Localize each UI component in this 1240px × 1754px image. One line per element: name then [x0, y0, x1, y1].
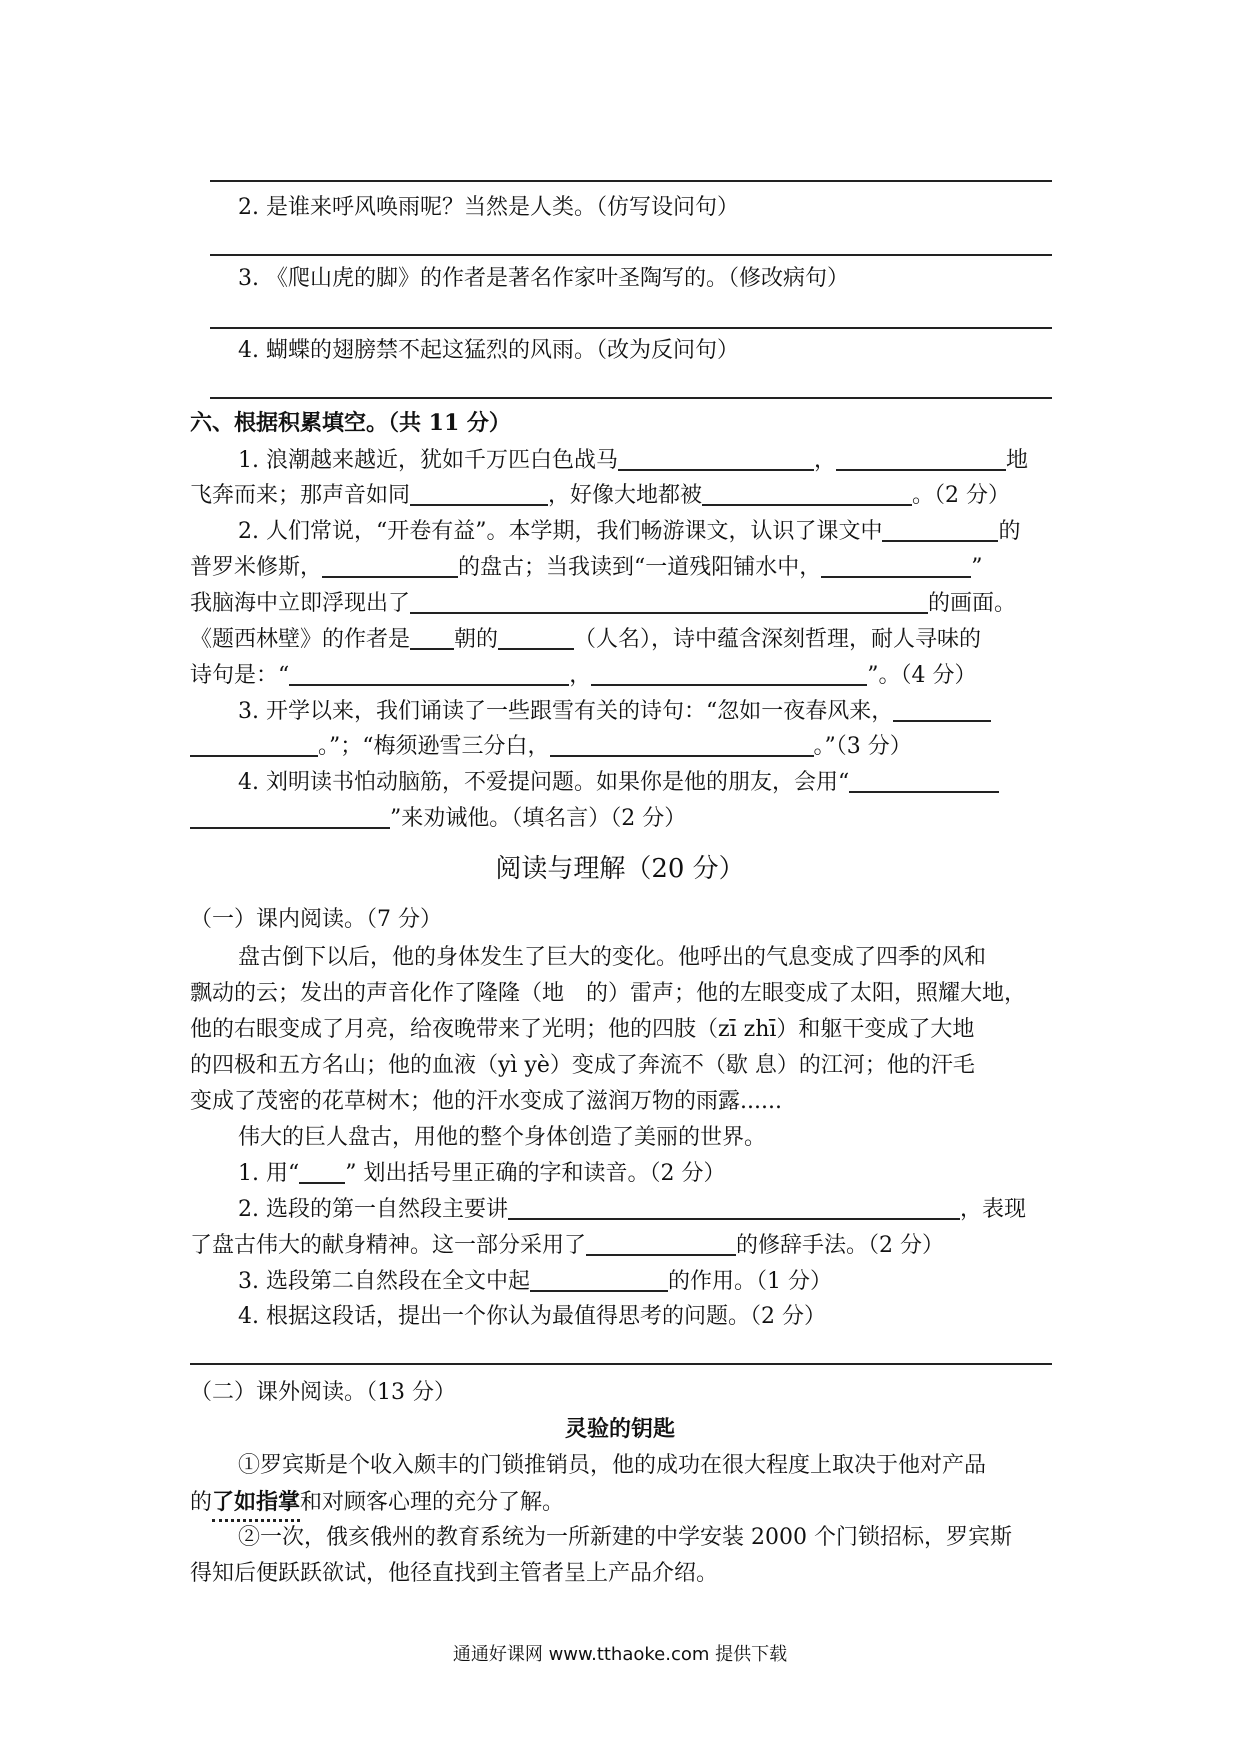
emphasized-phrase: 了如指掌 — [212, 1487, 300, 1522]
passage-line: 飘动的云；发出的声音化作了隆隆（地 的）雷声；他的左眼变成了太阳，照耀大地， — [190, 981, 1027, 1006]
story-line: ①罗宾斯是个收入颇丰的门锁推销员，他的成功在很大程度上取决于他对产品 — [238, 1453, 987, 1478]
part-heading: （二）课外阅读。（13 分） — [190, 1380, 456, 1405]
passage-line: 的四极和五方名山；他的血液（yì yè）变成了奔流不（歇 息）的江河；他的汗毛 — [190, 1053, 975, 1078]
passage-line: 伟大的巨人盘古，用他的整个身体创造了美丽的世界。 — [238, 1125, 767, 1150]
fill-line: 普罗米修斯， 的盘古；当我读到“一道残阳铺水中， ” — [190, 552, 983, 583]
fill-line: 。”；“梅须逊雪三分白， 。”（3 分） — [190, 731, 912, 762]
reading-question-1: 1. 用“ ” 划出括号里正确的字和读音。（2 分） — [238, 1158, 725, 1189]
fill-line: 飞奔而来；那声音如同 ，好像大地都被 。（2 分） — [190, 480, 1010, 511]
answer-line — [210, 327, 1052, 329]
answer-line — [210, 397, 1052, 399]
story-line: ②一次，俄亥俄州的教育系统为一所新建的中学安装 2000 个门锁招标，罗宾斯 — [238, 1525, 1012, 1550]
fill-line: 2. 人们常说，“开卷有益”。本学期，我们畅游课文，认识了课文中 的 — [238, 516, 1021, 547]
fill-line: 《题西林壁》的作者是 朝的 （人名），诗中蕴含深刻哲理，耐人寻味的 — [190, 624, 981, 655]
answer-line — [190, 1363, 1052, 1365]
reading-title: 阅读与理解（20 分） — [495, 854, 745, 884]
fill-line: 诗句是：“ ， ”。（4 分） — [190, 660, 977, 691]
question-2: 2. 是谁来呼风唤雨呢？当然是人类。（仿写设问句） — [238, 195, 739, 220]
reading-question-2: 2. 选段的第一自然段主要讲 ，表现 — [238, 1194, 1026, 1225]
reading-question-3: 3. 选段第二自然段在全文中起 的作用。（1 分） — [238, 1266, 832, 1297]
passage-line: 他的右眼变成了月亮，给夜晚带来了光明；他的四肢（zī zhī）和躯干变成了大地 — [190, 1017, 975, 1042]
story-line: 得知后便跃跃欲试，他径直找到主管者呈上产品介绍。 — [190, 1561, 719, 1586]
fill-line: ”来劝诫他。（填名言）（2 分） — [190, 803, 686, 834]
story-line: 的了如指掌和对顾客心理的充分了解。 — [190, 1487, 564, 1522]
reading-question-4: 4. 根据这段话，提出一个你认为最值得思考的问题。（2 分） — [238, 1304, 826, 1329]
part-heading: （一）课内阅读。（7 分） — [190, 907, 442, 932]
page-footer: 通通好课网 www.tthaoke.com 提供下载 — [452, 1644, 788, 1665]
reading-question-2-cont: 了盘古伟大的献身精神。这一部分采用了 的修辞手法。（2 分） — [190, 1230, 944, 1261]
section-heading: 六、根据积累填空。（共 11 分） — [190, 410, 511, 436]
fill-line: 我脑海中立即浮现出了 的画面。 — [190, 588, 1016, 619]
passage-line: 盘古倒下以后，他的身体发生了巨大的变化。他呼出的气息变成了四季的风和 — [238, 945, 987, 970]
passage-line: 变成了茂密的花草树木；他的汗水变成了滋润万物的雨露...... — [190, 1089, 782, 1114]
story-title: 灵验的钥匙 — [564, 1417, 675, 1442]
fill-line: 4. 刘明读书怕动脑筋，不爱提问题。如果你是他的朋友，会用“ — [238, 767, 999, 798]
question-3: 3. 《爬山虎的脚》的作者是著名作家叶圣陶写的。（修改病句） — [238, 266, 849, 291]
answer-line — [210, 180, 1052, 182]
question-4: 4. 蝴蝶的翅膀禁不起这猛烈的风雨。（改为反问句） — [238, 338, 739, 363]
fill-line: 3. 开学以来，我们诵读了一些跟雪有关的诗句：“忽如一夜春风来， — [238, 696, 991, 727]
answer-line — [210, 254, 1052, 256]
fill-line: 1. 浪潮越来越近，犹如千万匹白色战马 ， 地 — [238, 445, 1028, 476]
